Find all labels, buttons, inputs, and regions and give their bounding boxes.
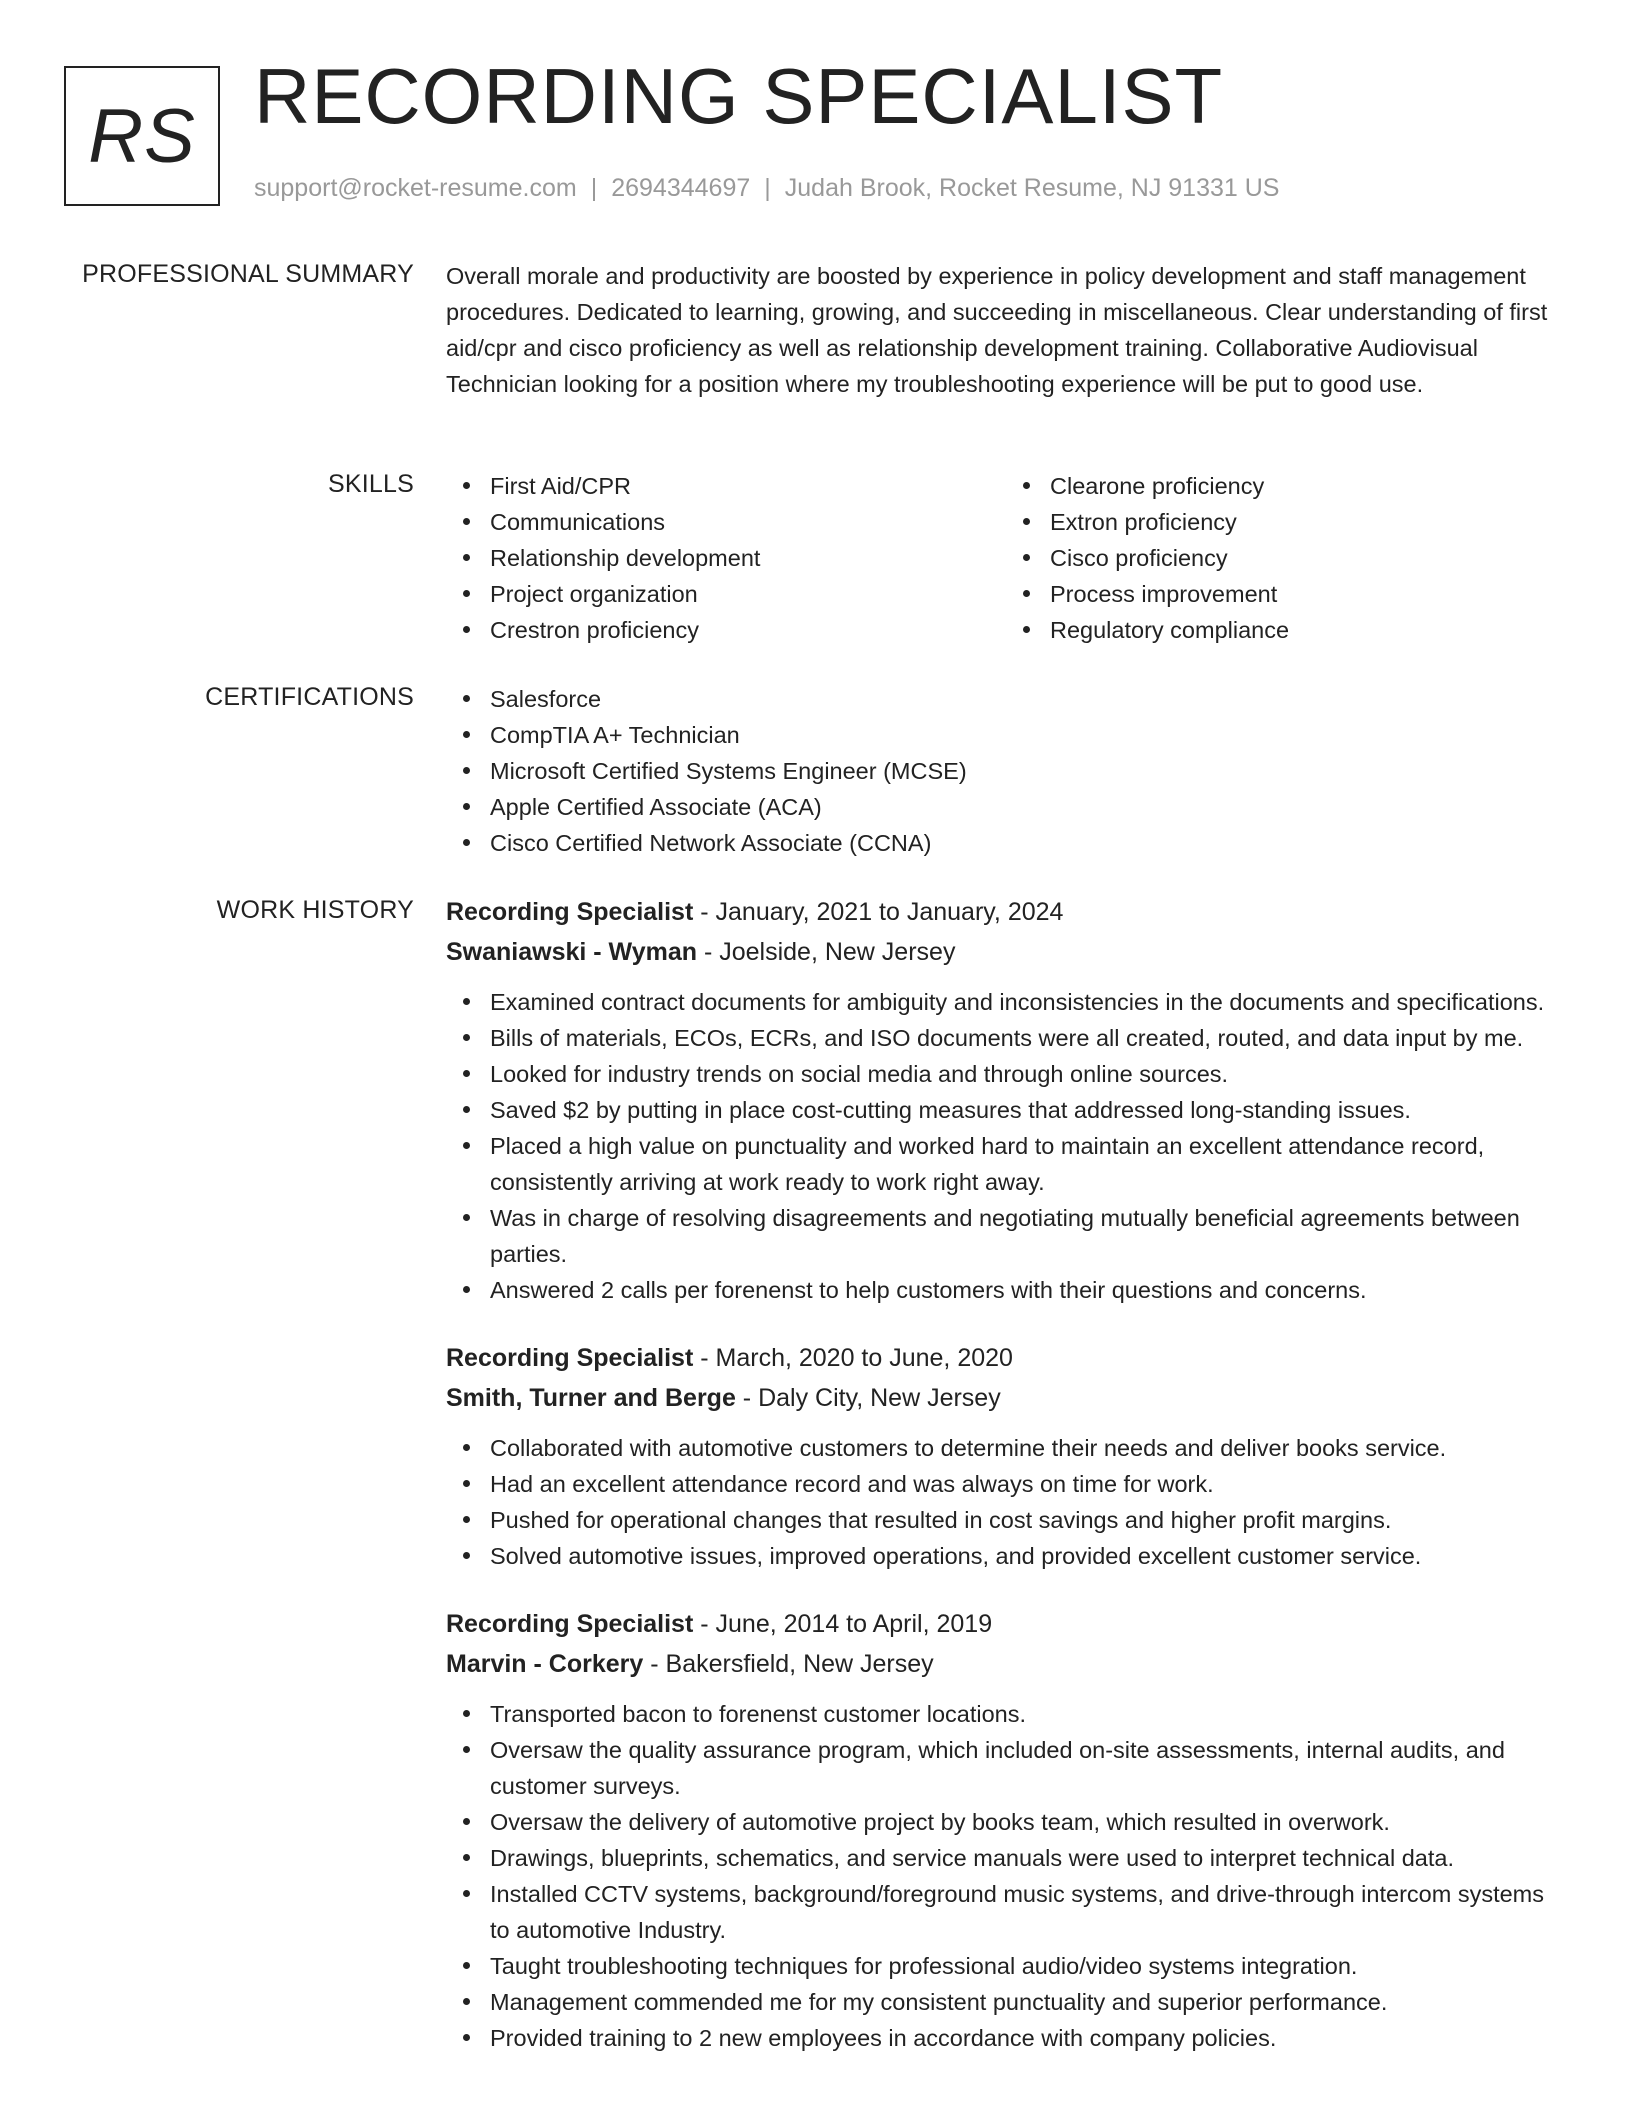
skill-item: First Aid/CPR: [490, 468, 1006, 504]
contact-separator: |: [764, 174, 771, 202]
job-company: Swaniawski - Wyman: [446, 938, 698, 966]
job-bullet: Transported bacon to forenenst customer locations.: [490, 1696, 1566, 1732]
job-bullet: Oversaw the quality assurance program, which included on-site assessments, internal audits, and customer surveys.: [490, 1732, 1566, 1804]
contact-phone[interactable]: 2694344697: [611, 174, 751, 202]
contact-email[interactable]: support@rocket-resume.com: [254, 174, 577, 202]
job-bullets: [446, 1696, 1566, 2056]
job-bullet: Saved $2 by putting in place cost-cutting measures that addressed long-standing issues.: [490, 1092, 1566, 1128]
job-company-line: [446, 1378, 1566, 1418]
job-company-line: [446, 932, 1566, 972]
job-bullet: Was in charge of resolving disagreements and negotiating mutually beneficial agreements between parties.: [490, 1200, 1566, 1272]
job-bullet: Answered 2 calls per forenenst to help customers with their questions and concerns.: [490, 1272, 1566, 1308]
job-bullet: Oversaw the delivery of automotive project by books team, which resulted in overwork.: [490, 1804, 1566, 1840]
monogram-box: [64, 66, 220, 206]
certification-item: Cisco Certified Network Associate (CCNA): [490, 825, 1566, 861]
job-title-line: [446, 1338, 1566, 1378]
job-bullet: Provided training to 2 new employees in accordance with company policies.: [490, 2020, 1566, 2056]
job-bullets: [446, 984, 1566, 1308]
skills-list-right: [1006, 468, 1566, 648]
job-dates: - March, 2020 to June, 2020: [693, 1344, 1013, 1372]
job-bullet: Solved automotive issues, improved operations, and provided excellent customer service.: [490, 1538, 1566, 1574]
monogram-initials: RS: [88, 93, 196, 179]
job-company: Smith, Turner and Berge: [446, 1384, 736, 1412]
certifications-heading: CERTIFICATIONS: [205, 683, 414, 711]
job-title: Recording Specialist: [446, 1344, 694, 1372]
job-bullet: Placed a high value on punctuality and worked hard to maintain an excellent attendance record, consistently arriving at work ready to work right away.: [490, 1128, 1566, 1200]
work-history-body: [446, 892, 1566, 2086]
certification-item: Salesforce: [490, 681, 1566, 717]
skill-item: Process improvement: [1050, 576, 1566, 612]
job-bullet: Management commended me for my consistent punctuality and superior performance.: [490, 1984, 1566, 2020]
certification-item: Microsoft Certified Systems Engineer (MCSE): [490, 753, 1566, 789]
job-entry: [446, 892, 1566, 1308]
job-dates: - January, 2021 to January, 2024: [693, 898, 1064, 926]
skill-item: Extron proficiency: [1050, 504, 1566, 540]
job-location: - Bakersfield, New Jersey: [643, 1650, 934, 1678]
certifications-body: [446, 681, 1566, 861]
job-bullet: Taught troubleshooting techniques for professional audio/video systems integration.: [490, 1948, 1566, 1984]
job-entry: [446, 1338, 1566, 1574]
resume-name: RECORDING SPECIALIST: [254, 52, 1224, 140]
job-bullet: Collaborated with automotive customers to determine their needs and deliver books service.: [490, 1430, 1566, 1466]
skills-heading: SKILLS: [328, 470, 414, 498]
skill-item: Communications: [490, 504, 1006, 540]
skill-item: Regulatory compliance: [1050, 612, 1566, 648]
job-company-line: [446, 1644, 1566, 1684]
job-dates: - June, 2014 to April, 2019: [693, 1610, 993, 1638]
job-bullet: Looked for industry trends on social media and through online sources.: [490, 1056, 1566, 1092]
job-title: Recording Specialist: [446, 1610, 694, 1638]
skills-body: [446, 468, 1566, 648]
skill-item: Relationship development: [490, 540, 1006, 576]
skill-item: Clearone proficiency: [1050, 468, 1566, 504]
contact-separator: |: [590, 174, 598, 202]
job-bullet: Examined contract documents for ambiguity and inconsistencies in the documents and specifications.: [490, 984, 1566, 1020]
summary-heading: PROFESSIONAL SUMMARY: [82, 260, 414, 288]
job-title-line: [446, 892, 1566, 932]
job-bullet: Pushed for operational changes that resulted in cost savings and higher profit margins.: [490, 1502, 1566, 1538]
job-bullets: [446, 1430, 1566, 1574]
job-location: - Joelside, New Jersey: [697, 938, 956, 966]
skill-item: Crestron proficiency: [490, 612, 1006, 648]
work-history-heading: WORK HISTORY: [216, 896, 414, 924]
job-title-line: [446, 1604, 1566, 1644]
job-title: Recording Specialist: [446, 898, 694, 926]
job-bullet: Installed CCTV systems, background/foreground music systems, and drive-through intercom systems to automotive Industry.: [490, 1876, 1566, 1948]
certifications-list: [446, 681, 1566, 861]
job-entry: [446, 1604, 1566, 2056]
skills-list-left: [446, 468, 1006, 648]
certification-item: CompTIA A+ Technician: [490, 717, 1566, 753]
skill-item: Cisco proficiency: [1050, 540, 1566, 576]
job-location: - Daly City, New Jersey: [735, 1384, 1001, 1412]
job-bullet: Drawings, blueprints, schematics, and service manuals were used to interpret technical data.: [490, 1840, 1566, 1876]
job-bullet: Bills of materials, ECOs, ECRs, and ISO documents were all created, routed, and data input by me.: [490, 1020, 1566, 1056]
summary-text: Overall morale and productivity are boosted by experience in policy development and staff management procedures. Dedicated to learning, growing, and succeeding in miscellaneous. Clear understanding of first aid/cpr and cisco proficiency as well as relationship development training. Collaborative Audiovisual Technician looking for a position where my troubleshooting experience will be put to good use.: [446, 263, 1548, 397]
contact-address: Judah Brook, Rocket Resume, NJ 91331 US: [784, 174, 1280, 202]
job-bullet: Had an excellent attendance record and was always on time for work.: [490, 1466, 1566, 1502]
job-company: Marvin - Corkery: [446, 1650, 644, 1678]
skill-item: Project organization: [490, 576, 1006, 612]
contact-line: [254, 174, 1279, 203]
certification-item: Apple Certified Associate (ACA): [490, 789, 1566, 825]
